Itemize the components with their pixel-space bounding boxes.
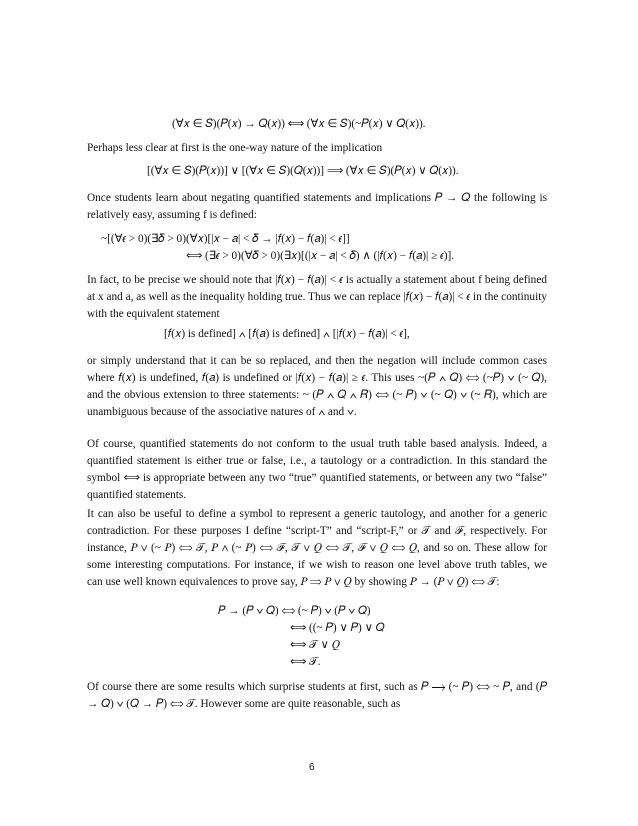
equation-continuity-negation-line1: ~[(∀𝜖 > 0)(∃𝛿 > 0)(∀𝑥)[|𝑥 − 𝑎| < 𝛿 → |𝑓(𝑥) − 𝑓(𝑎)| < 𝜖]] [101, 233, 350, 245]
equation-derivation-line1: 𝑃 → (𝑃 ∨ 𝑄) ⟺ (~ 𝑃) ∨ (𝑃 ∨ 𝑄) [218, 605, 371, 617]
page-number: 6 [309, 762, 315, 773]
equation-disjunction-implication: [(∀𝑥 ∈ 𝑆)(𝑃(𝑥))] ∨ [(∀𝑥 ∈ 𝑆)(𝑄(𝑥))] ⟹ (∀𝑥 ∈ 𝑆)(𝑃(𝑥) ∨ 𝑄(𝑥)). [147, 165, 459, 177]
paragraph-script-t-script-f: It can also be useful to define a symbol to represent a generic tautology, and another for a generic contradiction. For these purposes I define “script-T” and “script-F,” or 𝒯 and ℱ, respectively. For instance, 𝑃 ∨ (~ 𝑃) ⟺ 𝒯, 𝑃 ∧ (~ 𝑃) ⟺ ℱ, 𝒯 ∨ 𝑄 ⟺ 𝒯, ℱ ∨ 𝑄 ⟺ 𝑄, and so on. These allow for some interesting computations. For instance, if we wish to reason one level above truth tables, we can use well known equivalences to prove say, 𝑃 ⟹ 𝑃 ∨ 𝑄 by showing 𝑃 → (𝑃 ∨ 𝑄) ⟺ 𝒯: [87, 508, 547, 588]
equation-universal-implication: (∀𝑥 ∈ 𝑆)(𝑃(𝑥) → 𝑄(𝑥)) ⟺ (∀𝑥 ∈ 𝑆)(~𝑃(𝑥) ∨ 𝑄(𝑥)). [172, 118, 426, 130]
paragraph-one-way-implication: Perhaps less clear at first is the one-way nature of the implication [87, 142, 383, 154]
equation-derivation-line4: ⟺ 𝒯. [290, 656, 321, 668]
equation-equivalent-statement: [𝑓(𝑥) is defined] ∧ [𝑓(𝑎) is defined] ∧ [|𝑓(𝑥) − 𝑓(𝑎)| < 𝜖], [164, 328, 410, 340]
paragraph-precise-definition: In fact, to be precise we should note that |𝑓(𝑥) − 𝑓(𝑎)| < 𝜖 is actually a statement about f being defined at x and a, as well as the inequality holding true. Thus we can replace |𝑓(𝑥) − 𝑓(𝑎)| < 𝜖 in the continuity with the equivalent statement [87, 274, 547, 320]
equation-continuity-negation-line2: ⟺ (∃𝜖 > 0)(∀𝛿 > 0)(∃𝑥)[(|𝑥 − 𝑎| < 𝛿) ∧ (|𝑓(𝑥) − 𝑓(𝑎)| ≥ 𝜖)]. [186, 250, 455, 262]
paragraph-quantified-truth-tables: Of course, quantified statements do not conform to the usual truth table based analysis. Indeed, a quantified statement is either true or false, i.e., a tautology or a contradiction. In this standard the symbol ⟺ is appropriate between any two “true” quantified statements, or between any two “false” quantified statements. [87, 438, 547, 501]
paragraph-negating-statements: Once students learn about negating quantified statements and implications 𝑃 → 𝑄 the following is relatively easy, assuming f is defined: [87, 192, 547, 221]
paragraph-negation-cases: or simply understand that it can be so replaced, and then the negation will include common cases where 𝑓(𝑥) is undefined, 𝑓(𝑎) is undefined or |𝑓(𝑥) − 𝑓(𝑎)| ≥ 𝜖. This uses ~(𝑃 ∧ 𝑄) ⟺ (~𝑃) ∨ (~ 𝑄), and the obvious extension to three statements: ~ (𝑃 ∧ 𝑄 ∧ 𝑅) ⟺ (~ 𝑃) ∨ (~ 𝑄) ∨ (~ 𝑅), which are unambiguous because of the associative natures of ∧ and ∨. [87, 355, 547, 418]
equation-derivation-line2: ⟺ ((~ 𝑃) ∨ 𝑃) ∨ 𝑄 [290, 622, 385, 634]
paragraph-surprising-results: Of course there are some results which surprise students at first, such as 𝑃 ⟶ (~ 𝑃) ⟺ ~ 𝑃, and (𝑃 → 𝑄) ∨ (𝑄 → 𝑃) ⟺ 𝒯. However some are quite reasonable, such as [87, 681, 547, 710]
equation-derivation-line3: ⟺ 𝒯 ∨ 𝑄 [290, 639, 340, 651]
